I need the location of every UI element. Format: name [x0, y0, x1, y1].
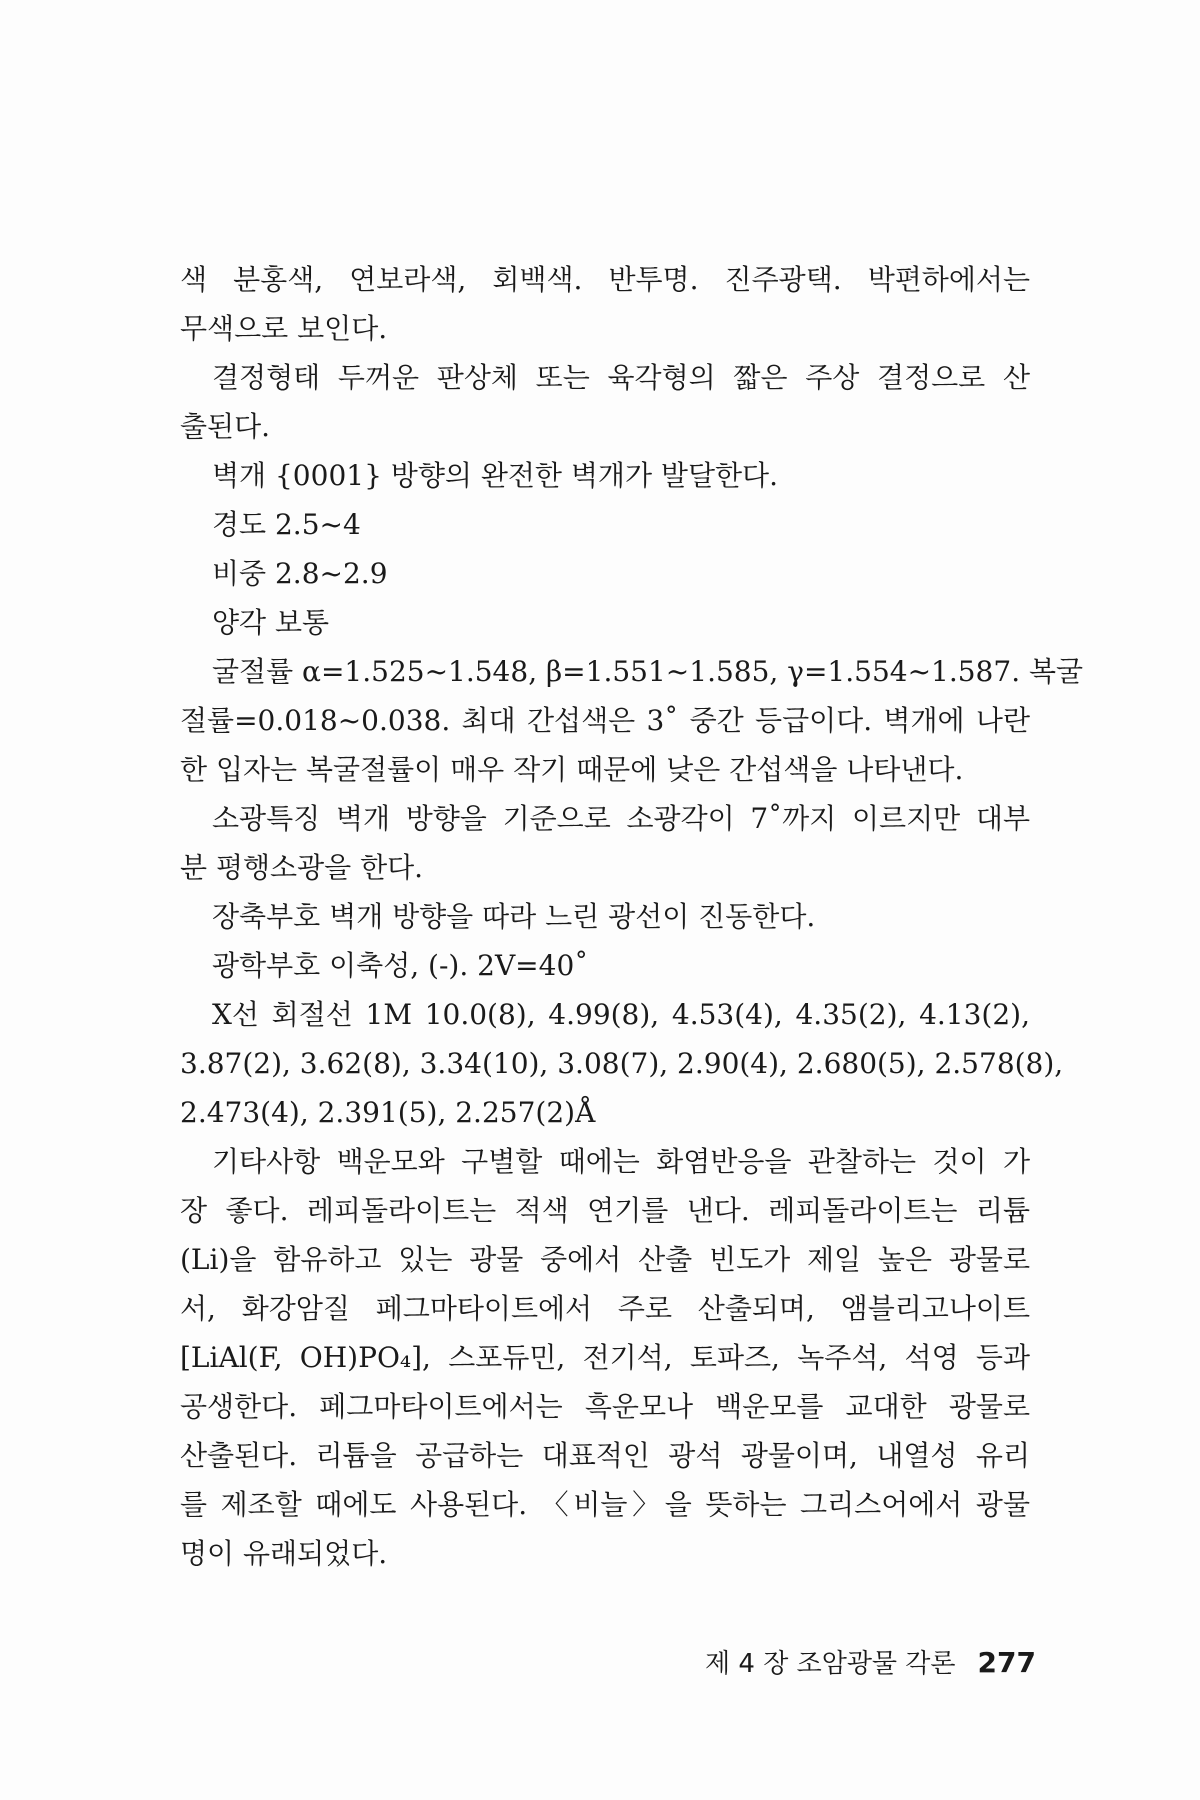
- page-body: [180, 255, 1084, 1578]
- text-line: 색 분홍색, 연보라색, 회백색. 반투명. 진주광택. 박편하에서는: [180, 263, 1030, 296]
- text-line: 장축부호 벽개 방향을 따라 느린 광선이 진동한다.: [212, 900, 816, 933]
- text-line: 3.87(2), 3.62(8), 3.34(10), 3.08(7), 2.90(4), 2.680(5), 2.578(8),: [180, 1047, 1064, 1080]
- text-line: 결정형태 두꺼운 판상체 또는 육각형의 짧은 주상 결정으로 산: [212, 361, 1030, 394]
- page-footer: [0, 1643, 1036, 1680]
- text-line: 를 제조할 때에도 사용된다. 〈비늘〉을 뜻하는 그리스어에서 광물: [180, 1488, 1030, 1521]
- text-line: 2.473(4), 2.391(5), 2.257(2)Å: [180, 1096, 596, 1129]
- text-line: 절률=0.018~0.038. 최대 간섭색은 3˚ 중간 등급이다. 벽개에 나란: [180, 704, 1030, 737]
- text-line: 공생한다. 페그마타이트에서는 흑운모나 백운모를 교대한 광물로: [180, 1390, 1030, 1423]
- text-line: X선 회절선 1M 10.0(8), 4.99(8), 4.53(4), 4.35(2), 4.13(2),: [212, 998, 1030, 1031]
- page-number: 277: [977, 1646, 1036, 1679]
- text-line: 광학부호 이축성, (-). 2V=40˚: [212, 949, 589, 982]
- text-line: 출된다.: [180, 410, 271, 443]
- chapter-title: 제 4 장 조암광물 각론: [705, 1649, 956, 1679]
- text-line: 산출된다. 리튬을 공급하는 대표적인 광석 광물이며, 내열성 유리: [180, 1439, 1030, 1472]
- text-line: 기타사항 백운모와 구별할 때에는 화염반응을 관찰하는 것이 가: [212, 1145, 1030, 1178]
- text-line: 명이 유래되었다.: [180, 1537, 388, 1570]
- text-line: 장 좋다. 레피돌라이트는 적색 연기를 낸다. 레피돌라이트는 리튬: [180, 1194, 1030, 1227]
- text-line: [LiAl(F, OH)PO₄], 스포듀민, 전기석, 토파즈, 녹주석, 석영 등과: [180, 1341, 1030, 1374]
- text-line: 비중 2.8~2.9: [212, 557, 388, 590]
- text-line: 무색으로 보인다.: [180, 312, 388, 345]
- text-line: 벽개 {0001} 방향의 완전한 벽개가 발달한다.: [212, 459, 779, 492]
- text-line: 양각 보통: [212, 606, 330, 639]
- text-line: 경도 2.5~4: [212, 508, 361, 541]
- text-line: (Li)을 함유하고 있는 광물 중에서 산출 빈도가 제일 높은 광물로: [180, 1243, 1030, 1276]
- text-line: 소광특징 벽개 방향을 기준으로 소광각이 7˚까지 이르지만 대부: [212, 802, 1030, 835]
- text-line: 서, 화강암질 페그마타이트에서 주로 산출되며, 앰블리고나이트: [180, 1292, 1030, 1325]
- text-line: 굴절률 α=1.525~1.548, β=1.551~1.585, γ=1.554~1.587. 복굴: [212, 655, 1084, 688]
- text-line: 한 입자는 복굴절률이 매우 작기 때문에 낮은 간섭색을 나타낸다.: [180, 753, 964, 786]
- text-line: 분 평행소광을 한다.: [180, 851, 424, 884]
